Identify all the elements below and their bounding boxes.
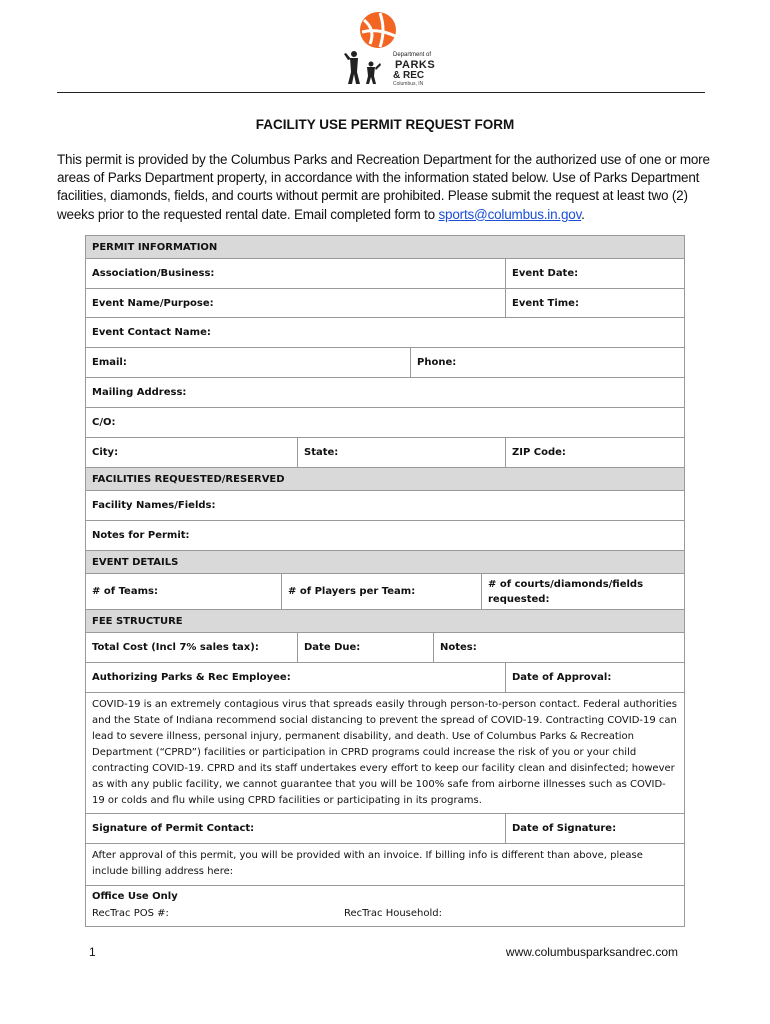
form-row <box>86 633 684 663</box>
date-of-approval-field[interactable]: Date of Approval: <box>512 672 612 683</box>
form-row <box>86 348 684 378</box>
co-field[interactable]: C/O: <box>92 417 116 428</box>
form-row <box>86 289 684 318</box>
notes-for-permit-field[interactable]: Notes for Permit: <box>92 530 190 541</box>
fee-structure-header: FEE STRUCTURE <box>86 610 684 632</box>
event-time-field[interactable]: Event Time: <box>512 297 579 309</box>
section-row <box>86 551 684 574</box>
phone-field[interactable]: Phone: <box>417 357 457 368</box>
footer-url: www.columbusparksandrec.com <box>505 945 678 959</box>
facility-names-field[interactable]: Facility Names/Fields: <box>92 500 216 511</box>
covid-row <box>86 693 684 814</box>
page-title: FACILITY USE PERMIT REQUEST FORM <box>255 117 515 132</box>
logo-parks-text: PARKS <box>395 59 436 71</box>
players-per-team-field[interactable]: # of Players per Team: <box>282 574 482 609</box>
form-row <box>86 521 684 551</box>
event-details-header: EVENT DETAILS <box>86 551 684 573</box>
billing-row <box>86 844 684 886</box>
authorizing-employee-field[interactable]: Authorizing Parks & Rec Employee: <box>86 663 506 692</box>
form-row <box>86 814 684 844</box>
facilities-header: FACILITIES REQUESTED/RESERVED <box>86 468 684 490</box>
office-row <box>86 886 684 926</box>
section-row <box>86 610 684 633</box>
rectrac-household-field[interactable]: RecTrac Household: <box>344 908 442 919</box>
event-date-field[interactable]: Event Date: <box>512 268 579 279</box>
fee-notes-field[interactable]: Notes: <box>440 642 477 653</box>
date-of-signature-field[interactable]: Date of Signature: <box>512 823 617 834</box>
billing-instructions: After approval of this permit, you will be provided with an invoice. If billing info is different than above, please include billing address here: <box>92 850 643 877</box>
total-cost-field[interactable]: Total Cost (Incl 7% sales tax): <box>86 633 298 662</box>
form-row <box>86 259 684 289</box>
covid-disclaimer: COVID-19 is an extremely contagious virus that spreads easily through person-to-person contact. Federal authorities and the State of Indiana recommend social distancing to prevent the spread of COVID-19. Contracting COVID-19 can lead to severe illness, personal injury, permanent disability, and death. Use of Columbus Parks & Recreation Department (“CPRD”) facilities or participation in CPRD programs could increase the risk of you or your child contracting COVID-19. CPRD and its staff undertakes every effort to keep our facility clean and disinfected; however as with any public facility, we cannot guarantee that you will be 100% safe from airborne illnesses such as COVID-19 or colds and flu while using CPRD facilities or participating in its programs. <box>92 699 677 806</box>
signature-field[interactable]: Signature of Permit Contact: <box>86 814 506 843</box>
courts-label-line2: requested: <box>488 593 550 605</box>
zip-field[interactable]: ZIP Code: <box>512 447 566 458</box>
intro-end: . <box>581 206 585 222</box>
page-number: 1 <box>89 945 96 959</box>
city-field[interactable]: City: <box>86 438 298 467</box>
state-field[interactable]: State: <box>298 438 506 467</box>
section-row <box>86 236 684 259</box>
form-row <box>86 663 684 693</box>
email-field[interactable]: Email: <box>86 348 411 377</box>
email-link[interactable]: sports@columbus.in.gov <box>438 206 582 222</box>
office-use-title: Office Use Only <box>92 891 178 902</box>
courts-requested-field[interactable] <box>482 574 684 609</box>
courts-label-line1: # of courts/diamonds/fields <box>488 578 644 590</box>
rectrac-pos-field[interactable]: RecTrac POS #: <box>92 908 169 919</box>
form-row <box>86 491 684 521</box>
logo-dept-text: Department of <box>393 52 432 58</box>
association-field[interactable]: Association/Business: <box>86 259 506 288</box>
header-divider <box>57 92 705 93</box>
logo-city-text: Columbus, IN <box>393 81 424 87</box>
form-row <box>86 438 684 468</box>
event-name-field[interactable]: Event Name/Purpose: <box>86 289 506 317</box>
logo-rec-text: & REC <box>393 70 425 81</box>
contact-name-field[interactable]: Event Contact Name: <box>92 327 211 338</box>
date-due-field[interactable]: Date Due: <box>298 633 434 662</box>
intro-paragraph <box>57 151 727 224</box>
permit-information-header: PERMIT INFORMATION <box>86 236 684 258</box>
form-row <box>86 574 684 610</box>
office-use-section <box>86 886 684 926</box>
form-row <box>86 318 684 348</box>
mailing-address-field[interactable]: Mailing Address: <box>92 387 187 398</box>
permit-form <box>85 235 685 927</box>
number-of-teams-field[interactable]: # of Teams: <box>86 574 282 609</box>
section-row <box>86 468 684 491</box>
intro-text: This permit is provided by the Columbus Parks and Recreation Department for the authorized use of one or more areas of Parks Department property, in accordance with the information stated below. Use of Parks Department facilities, diamonds, fields, and courts without permit are prohibited. Please submit the request at least two (2) weeks prior to the requested rental date. Email completed form to <box>57 152 710 222</box>
form-row <box>86 378 684 408</box>
form-row <box>86 408 684 438</box>
